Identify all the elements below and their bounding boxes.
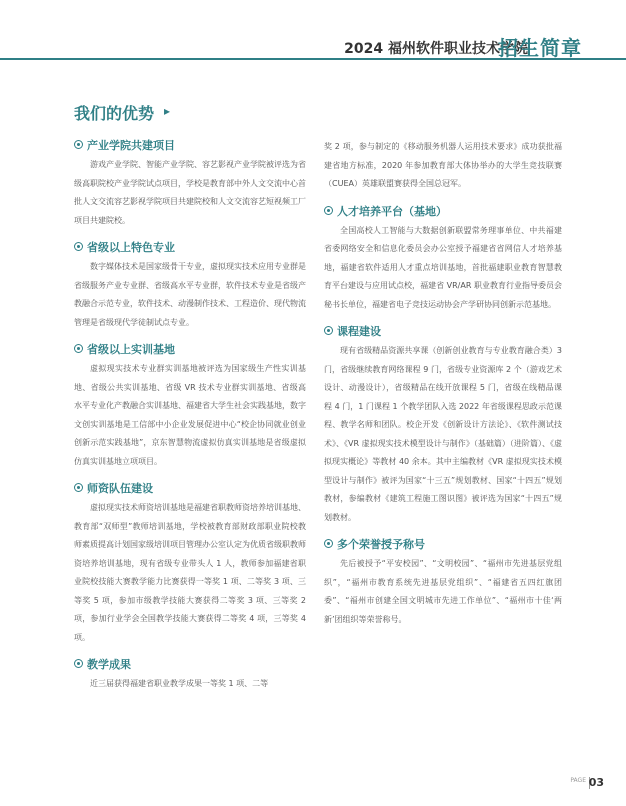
block-body: 先后被授予“平安校园”、“文明校园”、“福州市先进基层党组织”，“福州市教育系统先进基层党组织”、“福建省五四红旗团委”、“福州市创建全国文明城市先进工作单位”、“福州市十佳‘两新’团组织等荣誉称号。	[324, 559, 562, 624]
block-heading: 产业学院共建项目	[87, 139, 175, 152]
caret-right-icon: ▸	[164, 104, 171, 118]
section-title: 我们的优势	[74, 104, 155, 123]
block-body: 现有省级精品资源共享课（创新创业教育与专业教育融合类）3 门，省级继续教育网络课程 9 门，省级专业资源库 2 个（游戏艺术设计、动漫设计），省级精品在线开放课程 5 门，省级在线精品课程 4 门，1 门课程 1 个教学团队入选 2022 年省级课程思政示范课程、教学名师和团队。校企开发《创新设计方法论》、《软件测试技术》、《VR 虚拟现实技术模型设计与制作》（基础篇）（进阶篇）、《虚拟现实概论》等教材 40 余本。其中主编教材《VR 虚拟现实技术模型设计与制作》被评为国家“十三五”规划教材、国家“十四五”规划教材，参编教材《建筑工程施工图识图》被评选为国家“十四五”规划教材。	[324, 346, 562, 522]
bullet-circle-icon	[324, 326, 333, 335]
block-body: 虚拟现实技术师资培训基地是福建省职教师资培养培训基地、教育部“双师型”教师培训基地，学校被教育部财政部职业院校教师素质提高计划国家级培训项目管理办公室认定为优质省级职教师资培养培训基地，现有省级专业带头人 1 人，教师参加福建省职业院校技能大赛教学能力比赛获得一等奖 1 项、二等奖 3 项、三等奖 5 项，参加市级教学技能大赛获得二等奖 3 项、三等奖 2 项，参加行业学会全国教学技能大赛获得二等奖 4 项，三等奖 4 项。	[74, 503, 306, 642]
advantage-block	[74, 138, 306, 230]
bullet-circle-icon	[324, 206, 333, 215]
advantage-block	[324, 324, 562, 527]
bullet-circle-icon	[74, 140, 83, 149]
block-body: 全国高校人工智能与大数据创新联盟常务理事单位、中共福建省委网络安全和信息化委员会办公室授予福建省省网信人才培养基地，福建省软件适用人才重点培训基地，首批福建职业教育智慧教育平台建设与应用试点校，福建省 VR/AR 职业教育行业指导委员会秘书长单位，福建省电子竞技运动协会产学研协同创新示范基地。	[324, 225, 562, 309]
block-heading: 师资队伍建设	[87, 482, 153, 495]
right-column	[324, 138, 562, 629]
header-script-logo: 招生简章	[498, 36, 582, 60]
bullet-circle-icon	[324, 539, 333, 548]
advantage-block	[74, 657, 306, 694]
left-column	[74, 138, 306, 694]
block-heading: 课程建设	[337, 325, 381, 338]
bullet-circle-icon	[74, 483, 83, 492]
page-number: 03	[588, 776, 604, 789]
advantage-block	[74, 240, 306, 332]
advantage-block	[74, 481, 306, 647]
block-body-continued: 奖 2 项，参与制定的《移动服务机器人运用技术要求》成功获批福建省地方标准，2020 年参加教育部大体协举办的大学生竞技联赛（CUEA）英雄联盟赛获得全国总冠军。	[324, 142, 562, 188]
bullet-circle-icon	[74, 242, 83, 251]
block-heading: 省级以上特色专业	[87, 241, 175, 254]
block-heading: 多个荣誉授予称号	[337, 538, 425, 551]
block-body: 近三届获得福建省职业教学成果一等奖 1 项、二等	[90, 679, 269, 688]
advantage-block	[324, 204, 562, 315]
block-heading: 省级以上实训基地	[87, 343, 175, 356]
header-title: 2024 福州软件职业技术学院	[344, 41, 528, 57]
advantage-block	[74, 342, 306, 471]
bullet-circle-icon	[74, 344, 83, 353]
bullet-circle-icon	[74, 659, 83, 668]
block-heading: 人才培养平台（基地）	[337, 204, 447, 218]
advantage-block	[324, 537, 562, 629]
block-body: 游戏产业学院、智能产业学院、容艺影视产业学院被评选为省级高职院校产业学院试点项目，学校是教育部中外人文交流中心首批人文交流容艺影视学院项目共建院校和人文交流容艺短视频工厂项目共建院校。	[74, 160, 306, 225]
block-body: 虚拟现实技术专业群实训基地被评选为国家级生产性实训基地、省级公共实训基地、省级 VR 技术专业群实训基地、省级高水平专业化产教融合实训基地、福建省大学生社会实践基地，数字文创实训基地是工信部中小企业发展促进中心“校企协同就业创业创新示范实践基地”，京东智慧物流虚拟仿真实训基地是省级虚拟仿真实训基地立项项目。	[74, 364, 306, 466]
block-body: 数字媒体技术是国家级骨干专业，虚拟现实技术应用专业群是省级服务产业专业群、省级高水平专业群，软件技术专业是省级产教融合示范专业，软件技术、动漫制作技术、工程造价、现代物流管理是省级现代学徒制试点专业。	[74, 262, 306, 327]
footer-page-label: PAGE	[570, 777, 586, 784]
block-heading: 教学成果	[87, 658, 131, 671]
